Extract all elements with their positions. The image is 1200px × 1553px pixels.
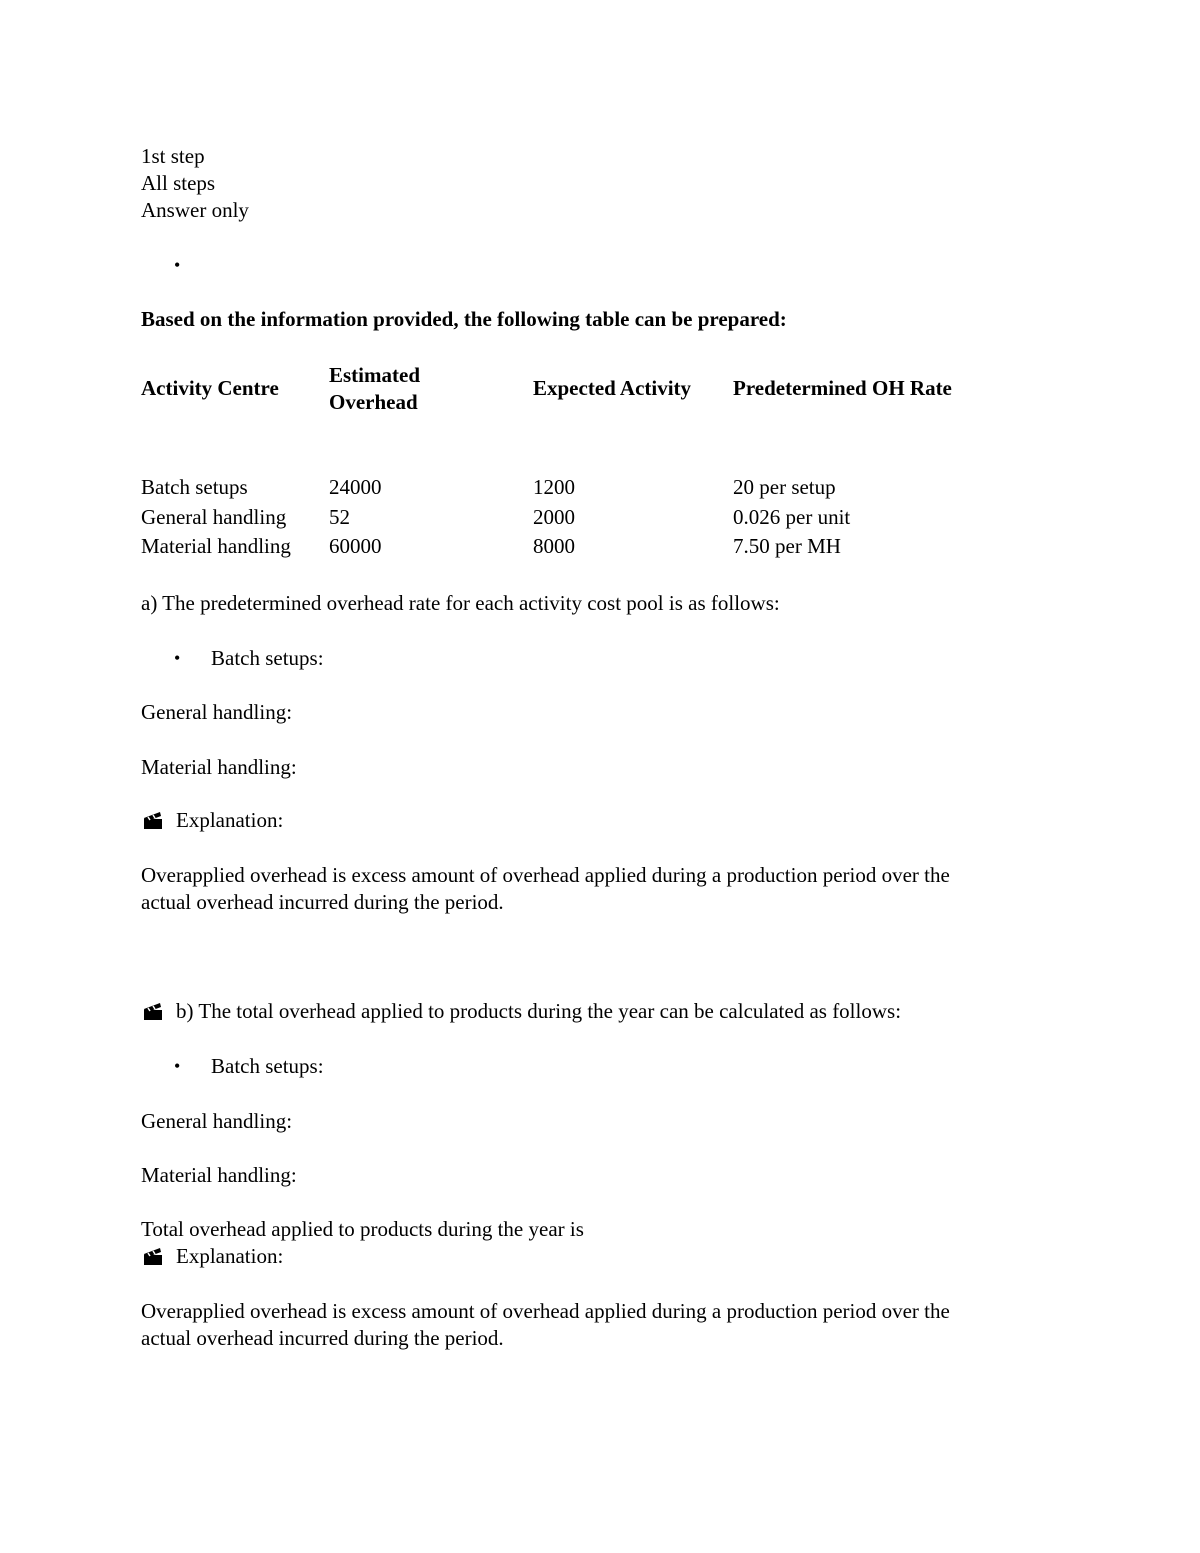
clapperboard-icon	[143, 1001, 163, 1028]
option-all-steps[interactable]: All steps	[141, 171, 216, 195]
table-cell-rate: 7.50 per MH	[733, 534, 841, 558]
table-cell-activity: 8000	[533, 534, 575, 558]
part-b-material-handling: Material handling:	[141, 1163, 297, 1187]
table-cell-overhead: 60000	[329, 534, 382, 558]
header-estimated-line2: Overhead	[329, 390, 418, 414]
table-cell-centre: Batch setups	[141, 475, 248, 499]
table-cell-centre: Material handling	[141, 534, 291, 558]
header-predetermined-rate: Predetermined OH Rate	[733, 376, 952, 400]
part-a-batch-setups: Batch setups:	[211, 646, 324, 670]
empty-bullet: •	[174, 255, 181, 275]
header-activity-centre: Activity Centre	[141, 376, 279, 400]
table-cell-rate: 20 per setup	[733, 475, 836, 499]
part-b-heading: b) The total overhead applied to products during the year can be calculated as follows:	[176, 999, 902, 1023]
part-a-explanation-line1: Overapplied overhead is excess amount of overhead applied during a production period over the	[141, 863, 950, 887]
clapperboard-icon	[143, 1246, 163, 1273]
table-cell-rate: 0.026 per unit	[733, 505, 851, 529]
table-cell-activity: 1200	[533, 475, 575, 499]
part-a-explanation-line2: actual overhead incurred during the period.	[141, 890, 504, 914]
intro-text: Based on the information provided, the following table can be prepared:	[141, 307, 787, 331]
part-a-material-handling: Material handling:	[141, 755, 297, 779]
table-cell-overhead: 52	[329, 505, 350, 529]
table-cell-centre: General handling	[141, 505, 287, 529]
part-b-explanation-label: Explanation:	[176, 1244, 284, 1268]
part-a-heading: a) The predetermined overhead rate for each activity cost pool is as follows:	[141, 591, 780, 615]
part-a-explanation-label: Explanation:	[176, 808, 284, 832]
option-answer-only[interactable]: Answer only	[141, 198, 249, 222]
part-a-general-handling: General handling:	[141, 700, 293, 724]
part-b-general-handling: General handling:	[141, 1109, 293, 1133]
option-first-step[interactable]: 1st step	[141, 144, 205, 168]
header-expected-activity: Expected Activity	[533, 376, 692, 400]
part-b-explanation-line1: Overapplied overhead is excess amount of overhead applied during a production period over the	[141, 1299, 950, 1323]
table-cell-activity: 2000	[533, 505, 575, 529]
part-b-total: Total overhead applied to products during the year is	[141, 1217, 584, 1241]
clapperboard-icon	[143, 810, 163, 837]
part-b-explanation-line2: actual overhead incurred during the period.	[141, 1326, 504, 1350]
part-b-batch-setups: Batch setups:	[211, 1054, 324, 1078]
table-cell-overhead: 24000	[329, 475, 382, 499]
bullet-icon: •	[174, 648, 181, 668]
header-estimated-line1: Estimated	[329, 363, 420, 387]
bullet-icon: •	[174, 1056, 181, 1076]
